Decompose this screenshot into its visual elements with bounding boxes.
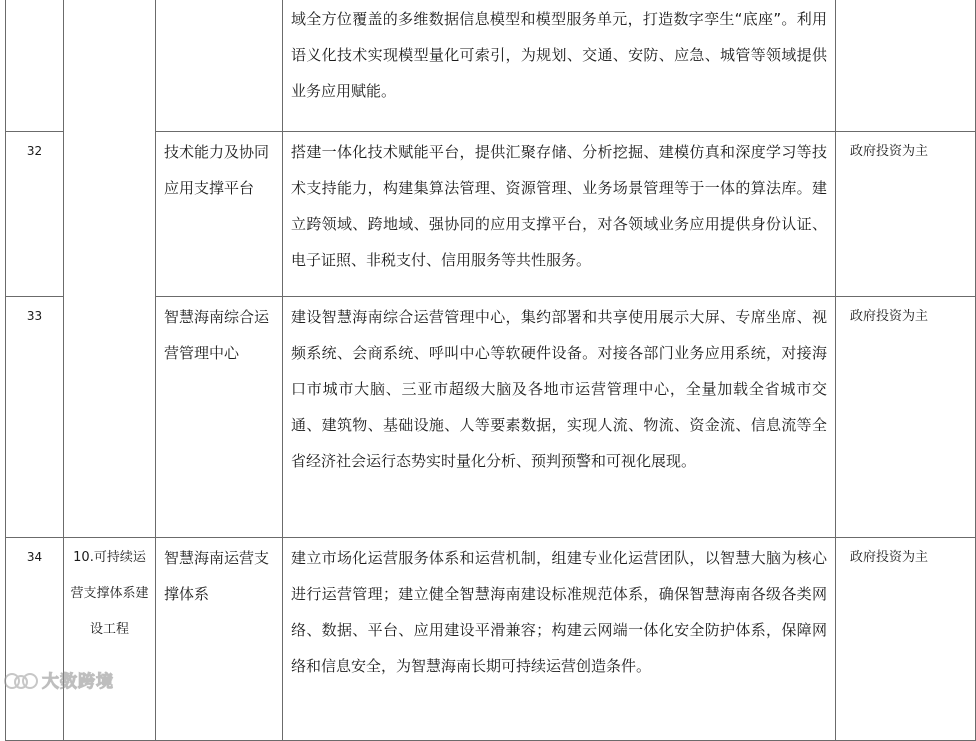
- category-cell: 10.可持续运营支撑体系建设工程: [64, 538, 156, 741]
- project-name: [156, 0, 283, 132]
- logo-rings-icon: [4, 671, 38, 689]
- watermark: [4, 667, 114, 692]
- project-name: 技术能力及协同应用支撑平台: [156, 132, 283, 297]
- project-description: 建设智慧海南综合运营管理中心，集约部署和共享使用展示大屏、专席坐席、视频系统、会商系统、呼叫中心等软硬件设备。对接各部门业务应用系统，对接海口市城市大脑、三亚市超级大脑及各地市运营管理中心，全量加载全省城市交通、建筑物、基础设施、人等要素数据，实现人流、物流、资金流、信息流等全省经济社会运行态势实时量化分析、预判预警和可视化展现。: [283, 297, 836, 538]
- project-description: 域全方位覆盖的多维数据信息模型和模型服务单元，打造数字孪生“底座”。利用语义化技术实现模型量化可索引，为规划、交通、安防、应急、城管等领域提供业务应用赋能。: [283, 0, 836, 132]
- project-description: 搭建一体化技术赋能平台，提供汇聚存储、分析挖掘、建模仿真和深度学习等技术支持能力，构建集算法管理、资源管理、业务场景管理等于一体的算法库。建立跨领域、跨地域、强协同的应用支撑平台，对各领域业务应用提供身份认证、电子证照、非税支付、信用服务等共性服务。: [283, 132, 836, 297]
- project-name: 智慧海南运营支撑体系: [156, 538, 283, 741]
- table-row: [6, 538, 976, 741]
- table-row: [6, 0, 976, 132]
- funding-source: 政府投资为主: [836, 132, 976, 297]
- row-number: [6, 0, 64, 132]
- row-number: 32: [6, 132, 64, 297]
- watermark-text: 大数跨境: [42, 672, 114, 692]
- project-table: [5, 0, 976, 741]
- funding-source: 政府投资为主: [836, 297, 976, 538]
- project-description: 建立市场化运营服务体系和运营机制，组建专业化运营团队，以智慧大脑为核心进行运营管理；建立健全智慧海南建设标准规范体系，确保智慧海南各级各类网络、数据、平台、应用建设平滑兼容；构建云网端一体化安全防护体系，保障网络和信息安全，为智慧海南长期可持续运营创造条件。: [283, 538, 836, 741]
- project-name: 智慧海南综合运营管理中心: [156, 297, 283, 538]
- category-cell: [64, 0, 156, 538]
- funding-source: [836, 0, 976, 132]
- funding-source: 政府投资为主: [836, 538, 976, 741]
- row-number: 33: [6, 297, 64, 538]
- row-number: 34: [6, 538, 64, 741]
